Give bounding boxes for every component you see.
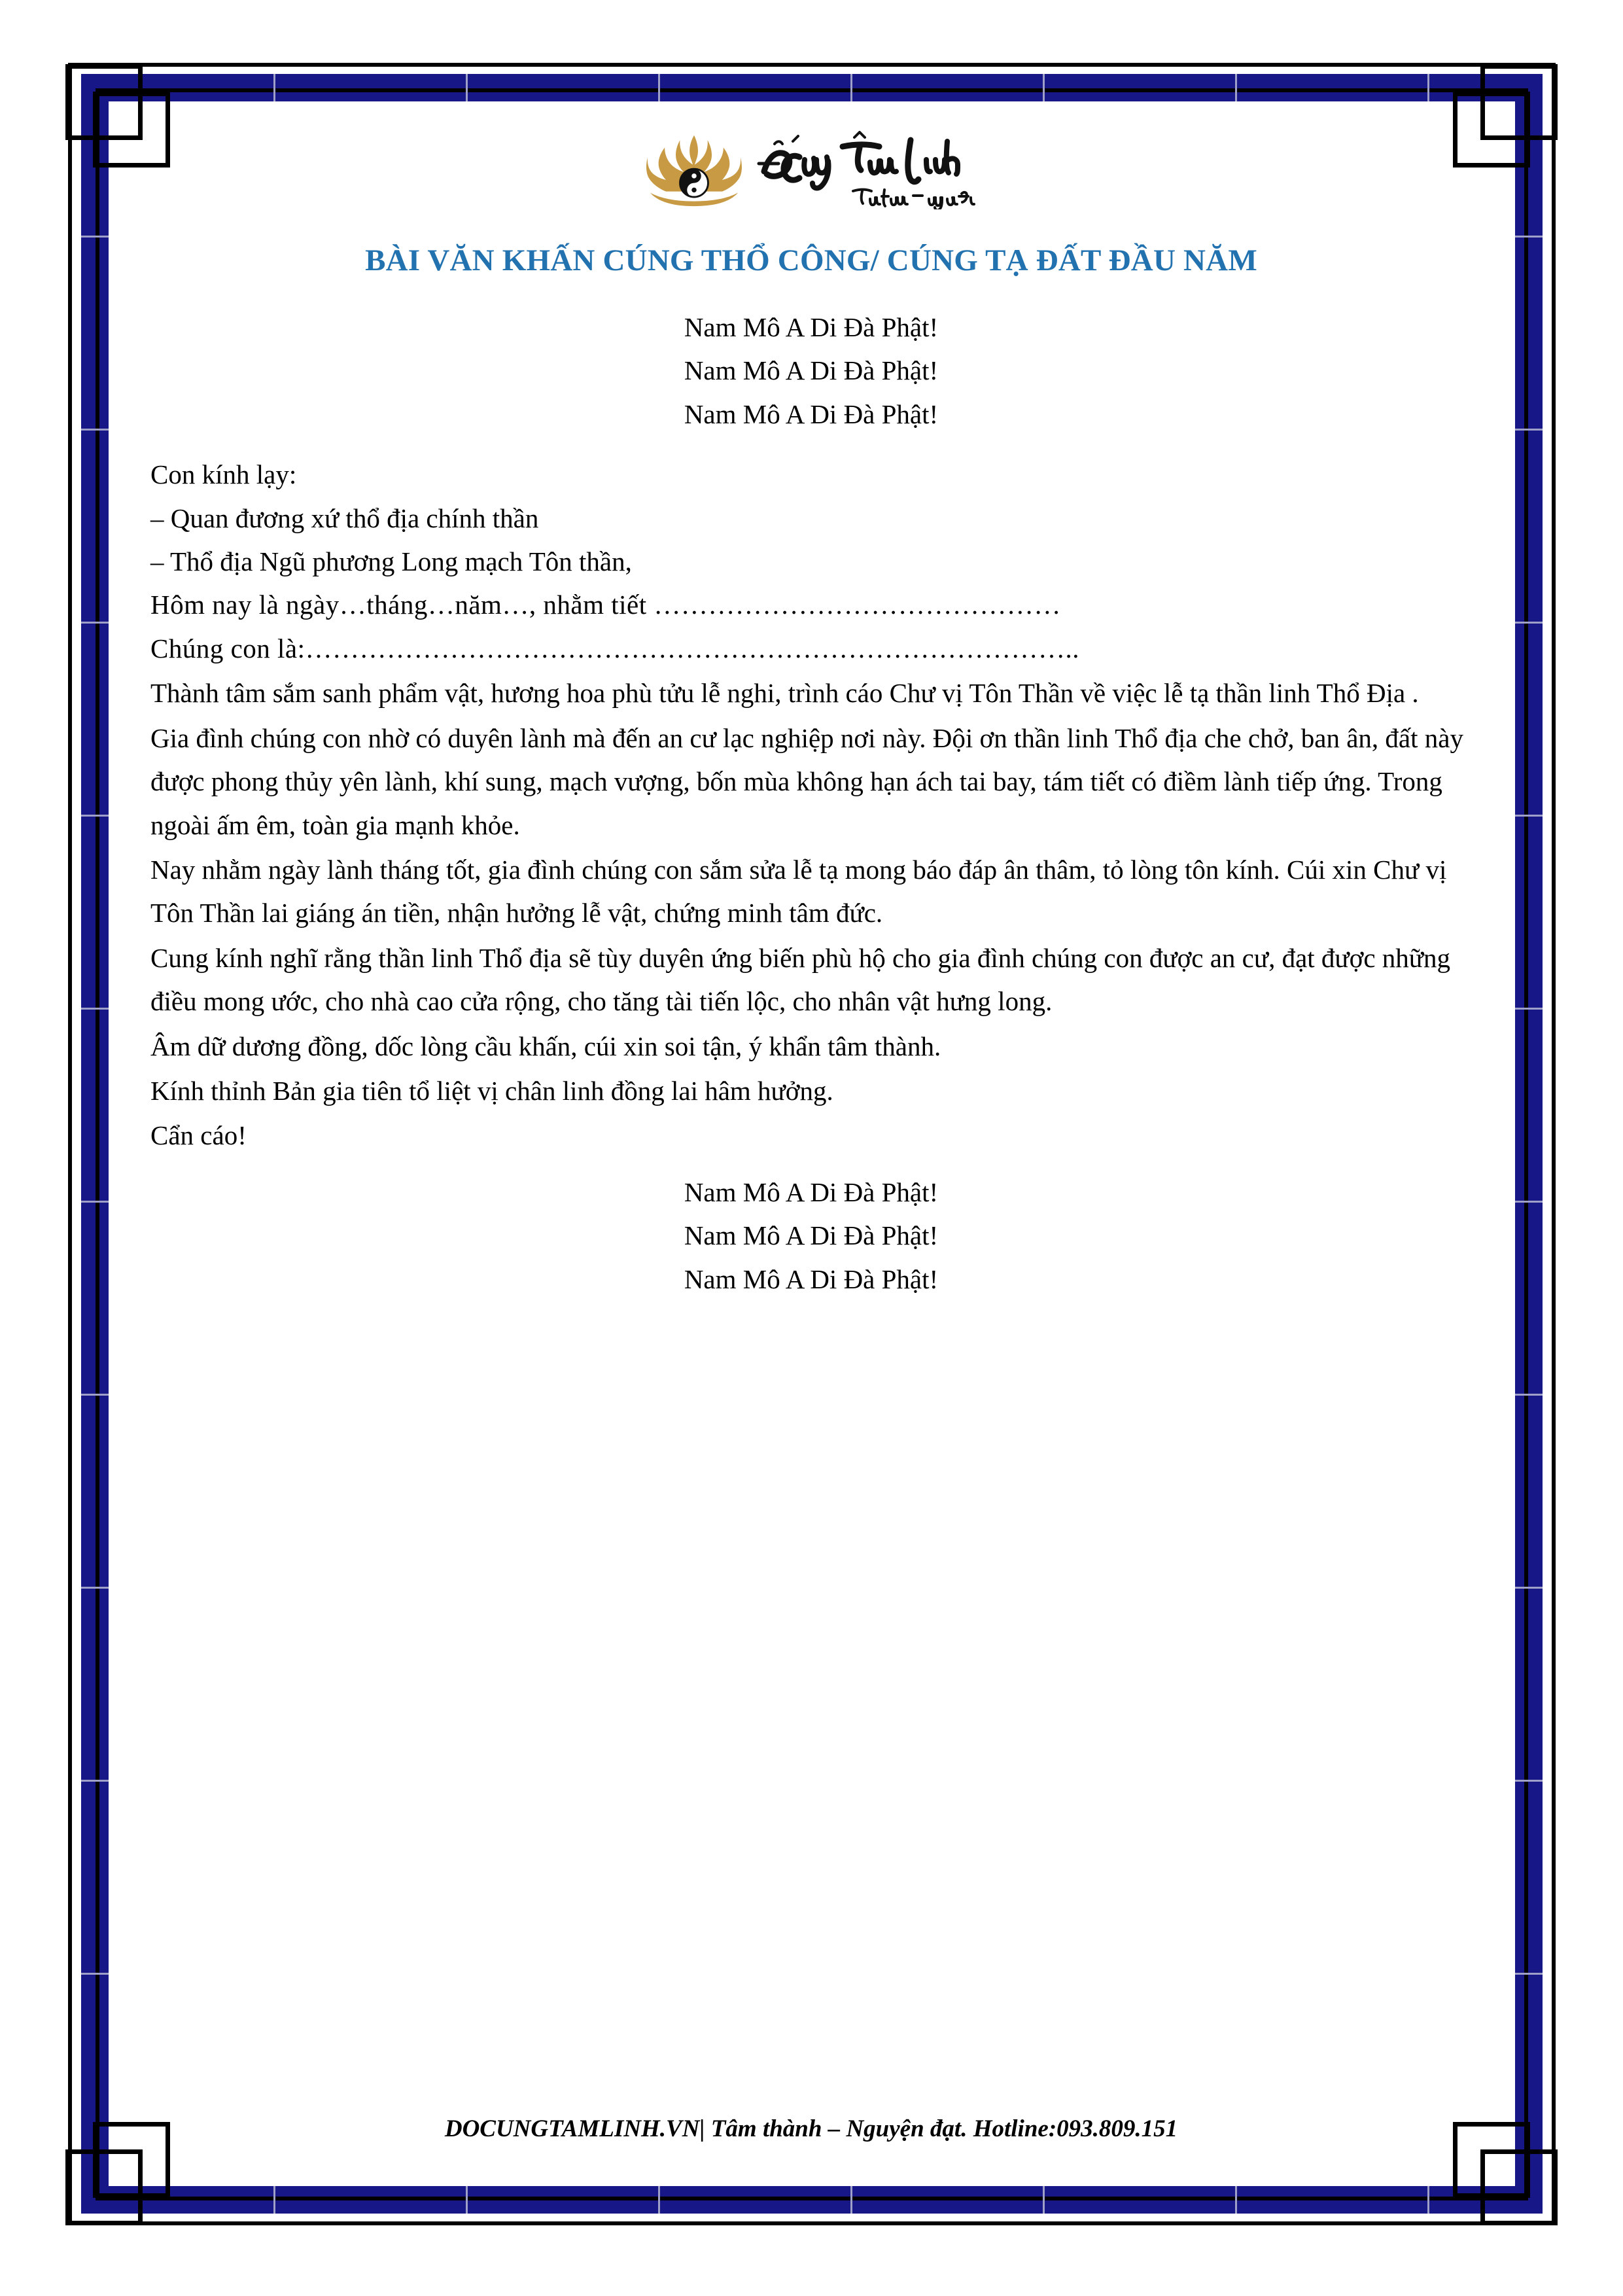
band-segment-line [1515, 1780, 1543, 1782]
band-segment-line [1515, 1394, 1543, 1396]
band-segment-line [81, 1394, 109, 1396]
band-segment-line [1515, 1201, 1543, 1203]
band-segment-line [273, 2186, 275, 2214]
invocation-line: – Quan đương xứ thổ địa chính thần [150, 503, 539, 533]
band-segment-line [1515, 622, 1543, 624]
band-segment-line [1427, 2186, 1429, 2214]
corner-ornament-bottom-right-a [1480, 2149, 1558, 2225]
band-segment-line [1515, 1973, 1543, 1975]
corner-ornament-bottom-left-a [65, 2149, 143, 2225]
band-segment-line [81, 236, 109, 238]
corner-ornament-top-left-a [65, 64, 143, 140]
band-segment-line [81, 1780, 109, 1782]
band-segment-line [658, 74, 660, 101]
band-segment-line [466, 2186, 468, 2214]
prayer-paragraph: Thành tâm sắm sanh phẩm vật, hương hoa phù tửu lễ nghi, trình cáo Chư vị Tôn Thần về việc lễ tạ thần linh Thổ Địa . [150, 678, 1419, 709]
band-segment-line [850, 2186, 852, 2214]
prayer-paragraph: Âm dữ dương đồng, dốc lòng cầu khấn, cúi xin soi tận, ý khẩn tâm thành. [150, 1031, 941, 1061]
mantra-line: Nam Mô A Di Đà Phật! [684, 1220, 939, 1251]
band-segment-line [1515, 1008, 1543, 1010]
band-segment-line [81, 1973, 109, 1975]
band-segment-line [81, 1201, 109, 1203]
brand-logo [150, 121, 1472, 219]
band-segment-line [81, 815, 109, 817]
opening-mantra-block [150, 306, 1472, 1301]
mantra-line: Nam Mô A Di Đà Phật! [684, 312, 939, 343]
salutation-line: Con kính lạy: [150, 459, 297, 490]
band-segment-line [81, 1587, 109, 1589]
page-footer: DOCUNGTAMLINH.VN| Tâm thành – Nguyện đạt. Hotline:093.809.151 [444, 2115, 1178, 2142]
band-segment-line [81, 1008, 109, 1010]
band-segment-line [81, 622, 109, 624]
prayer-paragraph: Gia đình chúng con nhờ có duyên lành mà đến an cư lạc nghiệp nơi này. Đội ơn thần linh Thổ địa che chở, ban ân, đất này được phong thủy yên lành, khí sung, mạch vượng, bốn mùa không hạn ách tai bay, tám tiết có điềm lành tiếp ứng. Trong ngoài ấm êm, toàn gia mạnh khỏe. [150, 722, 1463, 840]
corner-ornament-top-right-a [1480, 64, 1558, 140]
band-segment-line [658, 2186, 660, 2214]
yin-yang-icon [680, 169, 708, 197]
mantra-line: Nam Mô A Di Đà Phật! [684, 1176, 939, 1207]
band-segment-line [273, 74, 275, 101]
band-segment-line [1515, 815, 1543, 817]
band-segment-line [466, 74, 468, 101]
invocation-line: – Thổ địa Ngũ phương Long mạch Tôn thần, [150, 546, 632, 577]
band-segment-line [1515, 236, 1543, 238]
mantra-line: Nam Mô A Di Đà Phật! [684, 398, 939, 429]
prayer-paragraph: Kính thỉnh Bản gia tiên tổ liệt vị chân linh đồng lai hâm hưởng. [150, 1075, 833, 1106]
page-title: BÀI VĂN KHẤN CÚNG THỔ CÔNG/ CÚNG TẠ ĐẤT ĐẦU NĂM [365, 243, 1257, 277]
band-segment-line [1043, 74, 1045, 101]
band-segment-line [1235, 74, 1237, 101]
band-segment-line [1515, 1587, 1543, 1589]
date-fill-line: Hôm nay là ngày…tháng…năm…, nhằm tiết ……………………………………… [150, 590, 1061, 620]
prayer-paragraph: Cung kính nghĩ rằng thần linh Thổ địa sẽ tùy duyên ứng biến phù hộ cho gia đình chúng con được an cư, đạt được những điều mong ước, cho nhà cao cửa rộng, cho tăng tài tiến lộc, cho nhân vật hưng long. [150, 942, 1450, 1017]
document-content [150, 115, 1472, 2176]
mantra-line: Nam Mô A Di Đà Phật! [684, 1263, 939, 1294]
band-segment-line [1235, 2186, 1237, 2214]
band-segment-line [81, 429, 109, 431]
prayer-closing-line: Cẩn cáo! [150, 1120, 247, 1151]
brand-script-icon [755, 131, 977, 209]
mantra-line: Nam Mô A Di Đà Phật! [684, 355, 939, 386]
name-fill-line: Chúng con là:………………………………………………………………………….. [150, 633, 1080, 663]
band-segment-line [1515, 429, 1543, 431]
prayer-paragraph: Nay nhằm ngày lành tháng tốt, gia đình chúng con sắm sửa lễ tạ mong báo đáp ân thâm, tỏ lòng tôn kính. Cúi xin Chư vị Tôn Thần lai giáng án tiền, nhận hưởng lễ vật, chứng minh tâm đức. [150, 854, 1447, 928]
band-segment-line [1427, 74, 1429, 101]
band-segment-line [850, 74, 852, 101]
closing-mantra-block [150, 1171, 1472, 1301]
lotus-yinyang-icon [645, 124, 743, 216]
band-segment-line [1043, 2186, 1045, 2214]
